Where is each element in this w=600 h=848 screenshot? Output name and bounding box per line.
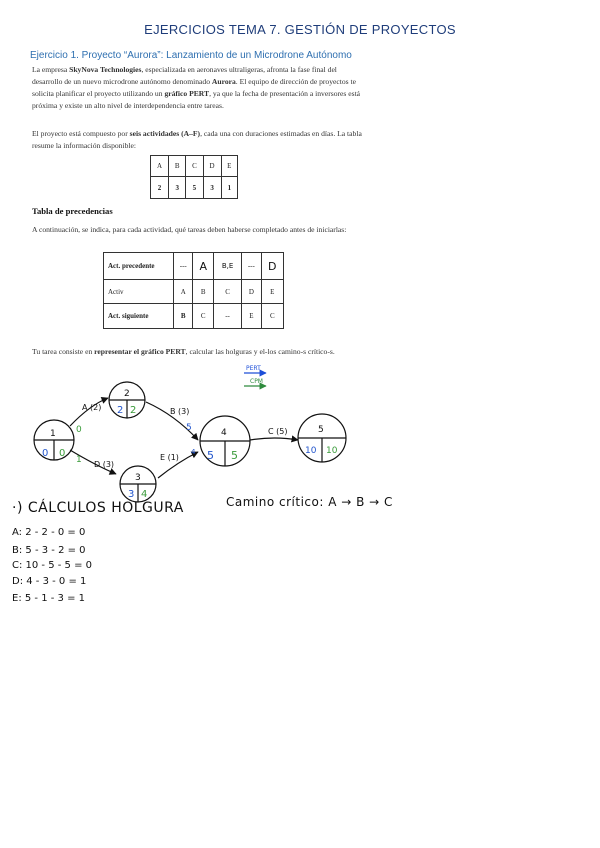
legend-pert: PERT <box>246 365 261 372</box>
activity-slack-d: 1 <box>76 455 82 465</box>
node-late: 5 <box>231 449 238 462</box>
table-cell: --- <box>174 253 193 280</box>
text-run: Tu tarea consiste en <box>32 347 95 356</box>
table-cell: C <box>213 280 241 304</box>
text-run: , calcular las holguras y el-los camino-s crítico-s. <box>185 347 335 356</box>
slack-calculations-title: ·) CÁLCULOS HOLGURA <box>12 500 184 516</box>
task-term: representar el gráfico PERT <box>94 347 186 356</box>
slack-calc: D: 4 - 3 - 0 = 1 <box>12 576 87 587</box>
legend <box>244 365 266 386</box>
activity-label-c: C (5) <box>268 427 288 436</box>
table-cell: B,E <box>213 253 241 280</box>
activity-label-e: E (1) <box>160 453 179 462</box>
pert-node-3 <box>120 466 156 502</box>
precedence-paragraph: A continuación, se indica, para cada actividad, qué tareas deben haberse completado antes de iniciarlas: <box>32 225 347 234</box>
legend-cpm: CPM <box>250 378 263 385</box>
table-cell: B <box>174 304 193 329</box>
pert-node-4 <box>200 416 250 466</box>
node-late: 4 <box>141 489 148 500</box>
duration-table <box>150 155 238 199</box>
pert-node-1 <box>34 420 74 460</box>
precedence-table <box>103 252 284 329</box>
table-cell: E <box>221 156 237 177</box>
node-id: 4 <box>221 428 227 438</box>
slack-calc: C: 10 - 5 - 5 = 0 <box>12 560 93 571</box>
activity-slack-e: 4 <box>191 448 196 456</box>
pert-node-2 <box>109 382 145 418</box>
table-cell: E <box>261 280 283 304</box>
duration-header-row <box>151 156 238 177</box>
arrow-c <box>250 438 298 440</box>
table-cell: 1 <box>221 177 237 199</box>
table-cell: B <box>193 280 214 304</box>
company-name: SkyNova Technologies <box>69 65 142 74</box>
table-row <box>104 253 284 280</box>
table-cell: C <box>261 304 283 329</box>
node-early: 2 <box>117 405 124 416</box>
task-paragraph <box>32 346 352 358</box>
slack-calc: E: 5 - 1 - 3 = 1 <box>12 593 85 604</box>
table-cell: C <box>193 304 214 329</box>
node-id: 1 <box>50 429 56 439</box>
row-label: Activ <box>104 280 174 304</box>
critical-path: Camino crítico: A → B → C <box>226 495 393 509</box>
node-late: 0 <box>59 448 66 459</box>
duration-value-row <box>151 177 238 199</box>
table-cell: D <box>203 156 221 177</box>
table-row <box>104 304 284 329</box>
table-cell: --- <box>242 253 261 280</box>
table-cell: D <box>261 253 283 280</box>
table-cell: -- <box>213 304 241 329</box>
activity-label-b: B (3) <box>170 407 190 416</box>
table-cell: A <box>151 156 169 177</box>
graph-term: gráfico PERT <box>164 89 210 98</box>
exercise-subtitle: Ejercicio 1. Proyecto “Aurora”: Lanzamiento de un Microdrone Autónomo <box>30 50 352 61</box>
node-early: 3 <box>128 489 135 500</box>
node-id: 5 <box>318 425 324 435</box>
node-late: 2 <box>130 405 137 416</box>
pert-node-5 <box>298 414 346 462</box>
intro-paragraph <box>32 64 362 112</box>
product-name: Aurora <box>211 77 236 86</box>
table-row <box>104 280 284 304</box>
table-cell: B <box>169 156 186 177</box>
text-run: . El equipo de dirección de proyectos te solicita planificar el proyecto utilizando un <box>32 77 356 98</box>
activity-label-a: A (2) <box>82 403 102 412</box>
activities-term: seis actividades (A–F) <box>129 129 201 138</box>
precedence-title: Tabla de precedencias <box>32 206 113 216</box>
table-cell: A <box>193 253 214 280</box>
slack-calc: B: 5 - 3 - 2 = 0 <box>12 545 86 556</box>
table-cell: C <box>186 156 203 177</box>
text-run: El proyecto está compuesto por <box>32 129 130 138</box>
text-run: , cada una con duraciones estimadas en días. La tabla resume la información disponible: <box>32 129 362 150</box>
activity-slack-b: 5 <box>186 423 192 433</box>
node-id: 3 <box>135 473 141 483</box>
row-label: Act. siguiente <box>104 304 174 329</box>
node-id: 2 <box>124 389 130 399</box>
text-run: , especializada en aeronaves ultraligeras, afronta la fase final del desarrollo de un nuevo microdrone autónomo denominado <box>32 65 337 86</box>
node-late: 10 <box>326 446 338 456</box>
text-run: , ya que la fecha de presentación a inversores está próxima y existe un alto nivel de interdependencia entre tareas. <box>32 89 361 110</box>
slack-calc: A: 2 - 2 - 0 = 0 <box>12 527 86 538</box>
table-cell: D <box>242 280 261 304</box>
table-cell: 3 <box>203 177 221 199</box>
text-run: La empresa <box>32 65 70 74</box>
activities-paragraph <box>32 128 362 152</box>
page-title: EJERCICIOS TEMA 7. GESTIÓN DE PROYECTOS <box>144 22 456 37</box>
table-cell: 5 <box>186 177 203 199</box>
node-early: 10 <box>305 446 317 456</box>
node-early: 0 <box>42 448 49 459</box>
table-cell: 2 <box>151 177 169 199</box>
activity-label-d: D (3) <box>94 460 115 469</box>
activity-slack-a: 0 <box>76 425 82 435</box>
row-label: Act. precedente <box>104 253 174 280</box>
node-early: 5 <box>207 449 214 462</box>
pert-diagram <box>0 360 600 510</box>
table-cell: E <box>242 304 261 329</box>
table-cell: A <box>174 280 193 304</box>
table-cell: 3 <box>169 177 186 199</box>
